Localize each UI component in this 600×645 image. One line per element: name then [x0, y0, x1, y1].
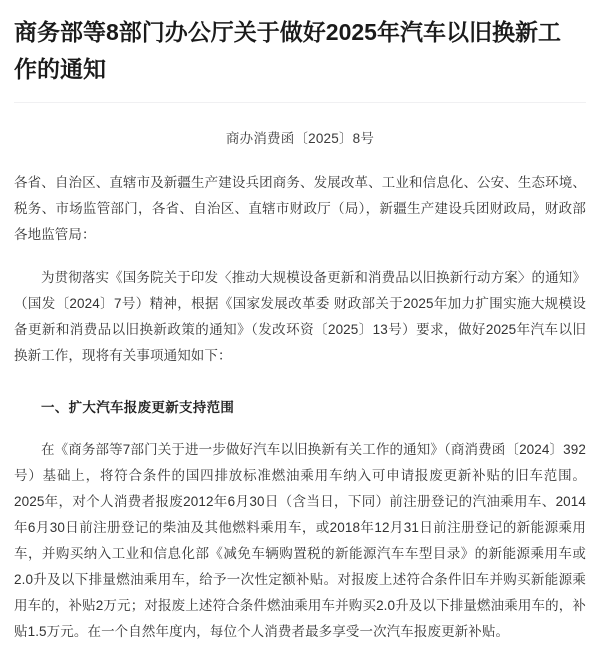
- intro-paragraph: 为贯彻落实《国务院关于印发〈推动大规模设备更新和消费品以旧换新行动方案〉的通知》（国发〔2024〕7号）精神，根据《国家发展改革委 财政部关于2025年加力扩围实施大规模设备更新和消费品以旧换新政策的通知》（发改环资〔2025〕13号）要求，做好2025年汽车以旧换新工作，现将有关事项通知如下：: [14, 270, 586, 363]
- document-title: 商务部等8部门办公厅关于做好2025年汽车以旧换新工作的通知: [14, 19, 561, 82]
- section-heading-1: 一、扩大汽车报废更新支持范围: [41, 400, 235, 415]
- section-paragraph-1: 在《商务部等7部门关于进一步做好汽车以旧换新有关工作的通知》（商消费函〔2024〕392号）基础上，将符合条件的国四排放标准燃油乘用车纳入可申请报废更新补贴的旧车范围。2025年，对个人消费者报废2012年6月30日（含当日，下同）前注册登记的汽油乘用车、2014年6月30日前注册登记的柴油及其他燃料乘用车，或2018年12月31日前注册登记的新能源乘用车，并购买纳入工业和信息化部《减免车辆购置税的新能源汽车车型目录》的新能源乘用车或2.0升及以下排量燃油乘用车，给予一次性定额补贴。对报废上述符合条件旧车并购买新能源乘用车的，补贴2万元；对报废上述符合条件燃油乘用车并购买2.0升及以下排量燃油乘用车的，补贴1.5万元。在一个自然年度内，每位个人消费者最多享受一次汽车报废更新补贴。: [14, 442, 586, 639]
- recipients-line: 各省、自治区、直辖市及新疆生产建设兵团商务、发展改革、工业和信息化、公安、生态环境、税务、市场监管部门，各省、自治区、直辖市财政厅（局），新疆生产建设兵团财政局，财政部各地监管局：: [14, 175, 586, 242]
- document-number: 商办消费函〔2025〕8号: [225, 131, 375, 146]
- title-divider: [14, 102, 586, 103]
